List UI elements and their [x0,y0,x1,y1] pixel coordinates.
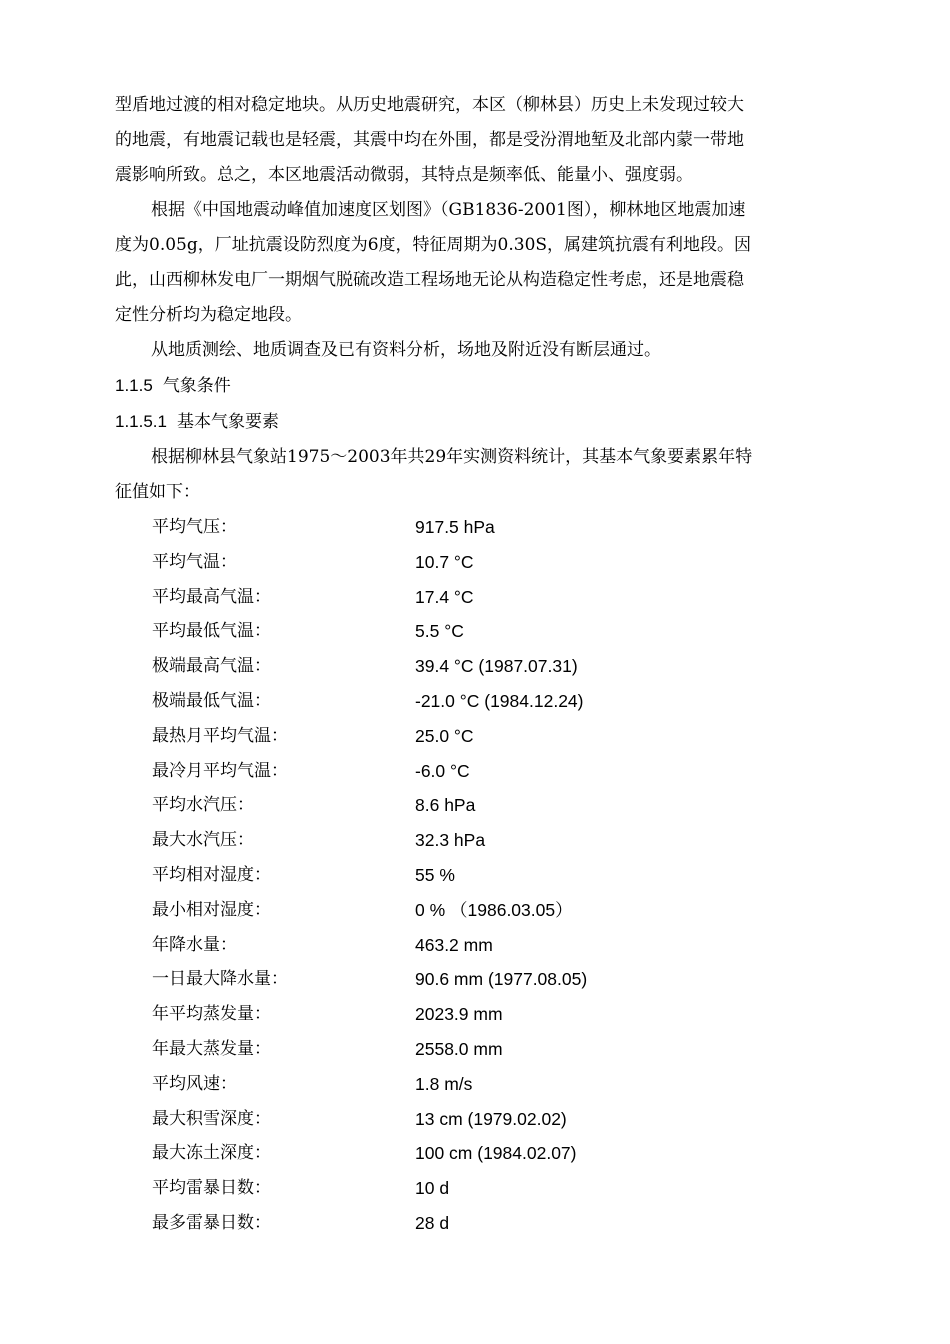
climate-label: 最热月平均气温： [152,725,288,746]
climate-row [115,1136,840,1171]
climate-label: 年平均蒸发量： [152,1004,271,1025]
climate-value: -21.0 °C (1984.12.24) [415,690,584,711]
climate-label: 极端最低气温： [152,690,271,711]
climate-value: 917.5 hPa [415,517,495,537]
climate-label: 平均最低气温： [152,621,271,642]
climate-row [115,997,840,1032]
text-line: 度为0.05g，厂址抗震设防烈度为6度，特征周期为0.30S，属建筑抗震有利地段。因 [115,235,752,255]
climate-label: 最大水汽压： [152,830,254,851]
text-line: 征值如下： [115,482,200,502]
climate-label: 最大积雪深度： [152,1108,271,1129]
climate-value: 1.8 m/s [415,1073,473,1094]
climate-label: 平均气温： [152,551,237,572]
document-page [115,88,840,1241]
climate-value: 10 d [415,1178,450,1199]
climate-row [115,1206,840,1241]
climate-row [115,893,840,928]
climate-label: 平均雷暴日数： [152,1178,271,1199]
climate-label: 一日最大降水量： [152,969,288,990]
paragraph-seismic-zoning [115,193,840,333]
climate-value: 55 % [415,864,455,885]
climate-label: 最多雷暴日数： [152,1212,271,1233]
subsection-number: 1.1.5.1 [115,412,167,431]
climate-value: 0 % （1986.03.05） [415,899,573,920]
climate-label: 最大冻土深度： [152,1143,271,1164]
text-line: 定性分析均为稳定地段。 [115,305,302,325]
climate-label: 年降水量： [152,934,237,955]
climate-value: 463.2 mm [415,934,493,955]
climate-value: 5.5 °C [415,621,464,642]
climate-label: 平均最高气温： [152,586,271,607]
climate-value: 13 cm (1979.02.02) [415,1108,567,1129]
text-line: 此，山西柳林发电厂一期烟气脱硫改造工程场地无论从构造稳定性考虑，还是地震稳 [115,270,744,290]
climate-row [115,1171,840,1206]
climate-value: 2558.0 mm [415,1038,503,1059]
climate-row [115,649,840,684]
climate-value: 39.4 °C (1987.07.31) [415,656,578,677]
climate-value: 90.6 mm (1977.08.05) [415,969,588,990]
climate-row [115,928,840,963]
climate-label: 最小相对湿度： [152,899,271,920]
climate-row [115,823,840,858]
paragraph-seismic-history [115,88,840,193]
climate-value: -6.0 °C [415,760,470,781]
climate-row [115,545,840,580]
section-number: 1.1.5 [115,376,153,395]
climate-label: 平均风速： [152,1073,237,1094]
climate-row [115,684,840,719]
climate-value: 25.0 °C [415,725,474,746]
paragraph-fault-survey [115,333,840,368]
climate-value: 28 d [415,1212,450,1233]
climate-row [115,858,840,893]
climate-value: 2023.9 mm [415,1004,503,1025]
climate-row [115,754,840,789]
text-line: 的地震，有地震记载也是轻震，其震中均在外围，都是受汾渭地堑及北部内蒙一带地 [115,130,744,150]
climate-label: 平均相对湿度： [152,864,271,885]
climate-row [115,1102,840,1137]
climate-label: 极端最高气温： [152,656,271,677]
climate-row [115,614,840,649]
climate-row [115,510,840,545]
climate-row [115,719,840,754]
climate-value: 32.3 hPa [415,830,486,851]
climate-value: 8.6 hPa [415,795,476,816]
climate-value: 17.4 °C [415,586,474,607]
text-line: 震影响所致。总之，本区地震活动微弱，其特点是频率低、能量小、强度弱。 [115,165,693,185]
section-heading-climate [115,368,840,404]
text-line: 根据《中国地震动峰值加速度区划图》（GB1836-2001图），柳林地区地震加速 [151,200,746,220]
climate-value: 100 cm (1984.02.07) [415,1143,577,1164]
climate-value: 10.7 °C [415,551,474,572]
climate-label: 平均气压： [152,517,237,537]
section-title: 气象条件 [162,376,231,396]
climate-table [115,510,840,1241]
climate-row [115,962,840,997]
paragraph-climate-intro [115,440,840,510]
climate-row [115,1067,840,1102]
climate-label: 最冷月平均气温： [152,760,288,781]
climate-label: 年最大蒸发量： [152,1038,271,1059]
subsection-title: 基本气象要素 [177,412,279,432]
text-line: 型盾地过渡的相对稳定地块。从历史地震研究，本区（柳林县）历史上未发现过较大 [115,95,744,115]
subsection-heading-basic-elements [115,404,840,440]
climate-row [115,1032,840,1067]
text-line: 从地质测绘、地质调查及已有资料分析，场地及附近没有断层通过。 [151,340,661,360]
climate-row [115,788,840,823]
climate-row [115,580,840,615]
text-line: 根据柳林县气象站1975～2003年共29年实测资料统计，其基本气象要素累年特 [151,447,753,467]
climate-label: 平均水汽压： [152,795,254,816]
